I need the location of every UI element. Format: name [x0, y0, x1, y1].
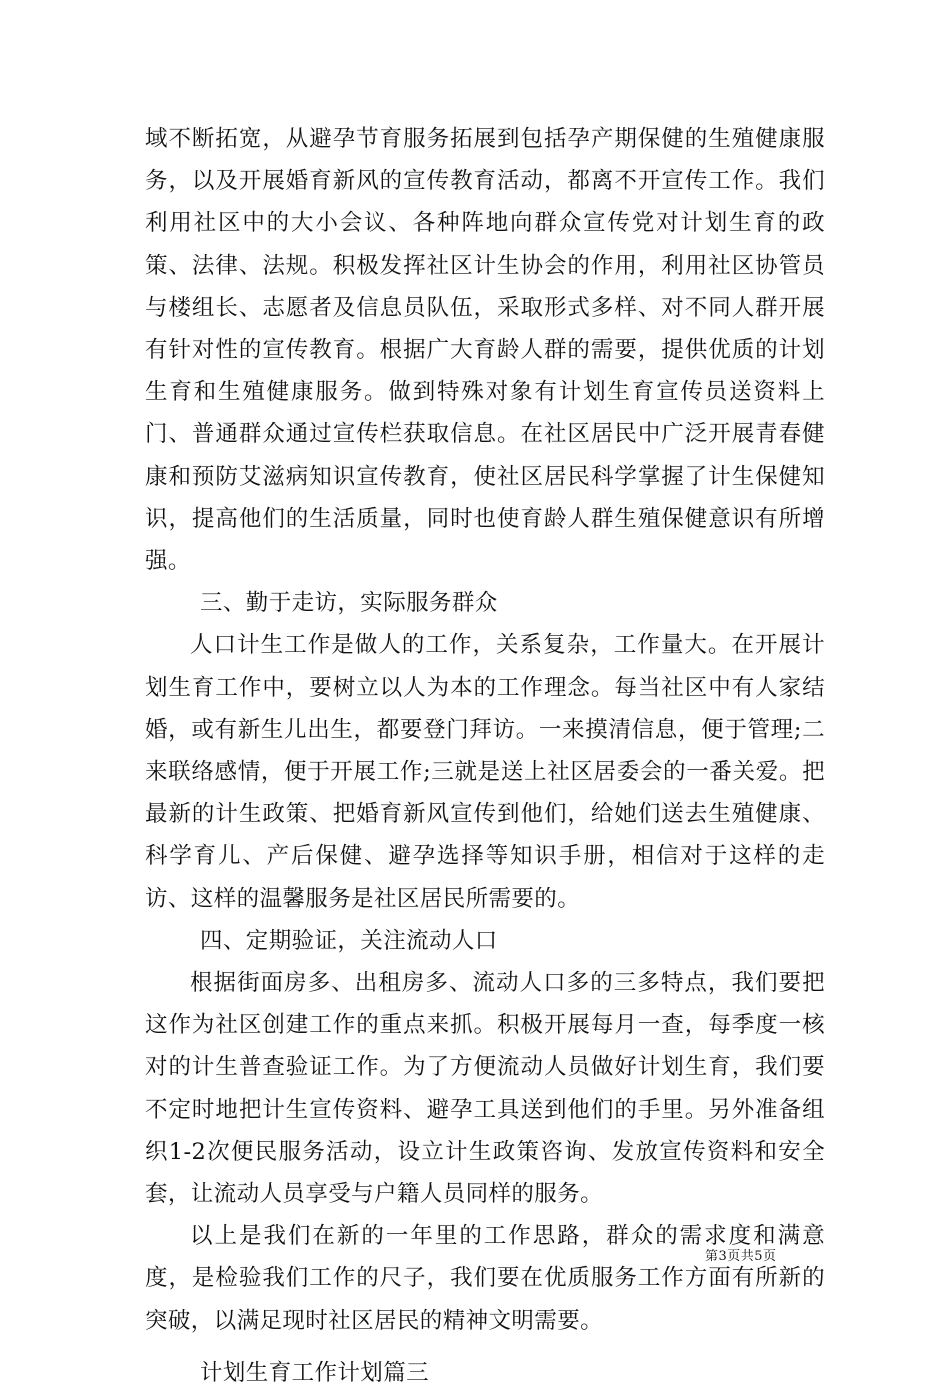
section-heading-plan-three: 计划生育工作计划篇三 — [200, 1359, 430, 1386]
page-number-footer: 第3页共5页 — [705, 1249, 777, 1264]
document-body — [145, 118, 825, 1394]
paragraph-floating-population: 根据街面房多、出租房多、流动人口多的三多特点，我们要把这作为社区创建工作的重点来抓。积极开展每月一查，每季度一核对的计生普查验证工作。为了方便流动人员做好计划生育，我们要不定时地把计生宣传资料、避孕工具送到他们的手里。另外准备组织1-2次便民服务活动，设立计生政策咨询、发放宣传资料和安全套，让流动人员享受与户籍人员同样的服务。 — [145, 970, 825, 1208]
paragraph-visits: 人口计生工作是做人的工作，关系复杂，工作量大。在开展计划生育工作中，要树立以人为本的工作理念。每当社区中有人家结婚，或有新生儿出生，都要登门拜访。一来摸清信息，便于管理;二来联络感情，便于开展工作;三就是送上社区居委会的一番关爱。把最新的计生政策、把婚育新风宣传到他们，给她们送去生殖健康、科学育儿、产后保健、避孕选择等知识手册，相信对于这样的走访、这样的温馨服务是社区居民所需要的。 — [145, 632, 825, 912]
section-heading-visits: 三、勤于走访，实际服务群众 — [200, 590, 498, 617]
paragraph-summary: 以上是我们在新的一年里的工作思路，群众的需求度和满意度，是检验我们工作的尺子，我们要在优质服务工作方面有所新的突破，以满足现时社区居民的精神文明需要。 — [145, 1223, 825, 1334]
paragraph-continued-promotion: 域不断拓宽，从避孕节育服务拓展到包括孕产期保健的生殖健康服务，以及开展婚育新风的宣传教育活动，都离不开宣传工作。我们利用社区中的大小会议、各种阵地向群众宣传党对计划生育的政策、法律、法规。积极发挥社区计生协会的作用，利用社区协管员与楼组长、志愿者及信息员队伍，采取形式多样、对不同人群开展有针对性的宣传教育。根据广大育龄人群的需要，提供优质的计划生育和生殖健康服务。做到特殊对象有计划生育宣传员送资料上门、普通群众通过宣传栏获取信息。在社区居民中广泛开展青春健康和预防艾滋病知识宣传教育，使社区居民科学掌握了计生保健知识，提高他们的生活质量，同时也使育龄人群生殖保健意识有所增强。 — [145, 126, 825, 575]
section-heading-floating-population: 四、定期验证，关注流动人口 — [200, 927, 498, 954]
